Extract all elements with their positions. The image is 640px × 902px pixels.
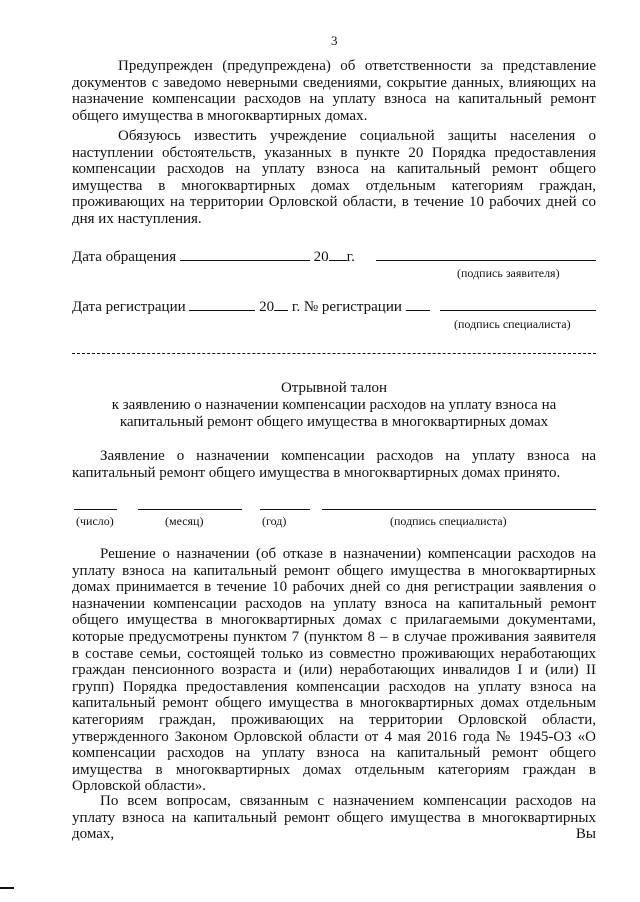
questions-paragraph: По всем вопросам, связанным с назначением компенсации расходов на уплату взноса на капитальный ремонт общего имущества в многоквартирных домах, Вы (72, 793, 596, 843)
registration-year-suffix: г. (291, 299, 301, 315)
coupon-statement: Заявление о назначении компенсации расходов на уплату взноса на капитальный ремонт общего имущества в многоквартирных домах принято. (72, 448, 596, 481)
appeal-date-line (72, 248, 355, 266)
registration-number-label: № регистрации (303, 299, 402, 315)
decision-paragraph: Решение о назначении (об отказе в назначении) компенсации расходов на уплату взноса на капитальный ремонт общего имущества в многоквартирных домах принимается в течение 10 рабочих дней со дня регистрации заявления о назначении компенсации расходов на уплату взноса на капитальный ремонт общего имущества в многоквартирных домах с прилагаемыми документами, которые предусмотрены пунктом 7 (пунктом 8 – в случае проживания заявителя в составе семьи, состоящей только из совместно проживающих неработающих граждан пенсионного возраста и (или) неработающих инвалидов I и (или) II групп) Порядка предоставления компенсации расходов на уплату взноса на капитальный ремонт общего имущества в многоквартирных домах отдельным категориям граждан, проживающих на территории Орловской области, утвержденного Законом Орловской области от 4 мая 2016 года № 1945-ОЗ «О компенсации расходов на уплату взноса на капитальный ремонт общего имущества в многоквартирных домах отдельным категориям граждан в Орловской области». (72, 546, 596, 795)
edge-mark (0, 887, 14, 889)
warning-paragraph: Предупрежден (предупреждена) об ответственности за представление документов с заведомо неверными сведениями, сокрытие данных, влияющих на назначение компенсации расходов на уплату взноса на капитальный ремонт общего имущества в многоквартирных домах. (72, 58, 596, 124)
appeal-year-field[interactable] (329, 248, 347, 261)
day-field[interactable] (74, 509, 117, 510)
applicant-signature-field[interactable] (376, 260, 596, 261)
applicant-signature-caption: (подпись заявителя) (457, 266, 560, 280)
registration-year-prefix: 20 (259, 299, 275, 315)
page-number: 3 (331, 33, 338, 48)
registration-date-field[interactable] (189, 298, 255, 311)
year-caption: (год) (262, 514, 287, 528)
specialist-signature-field[interactable] (440, 310, 596, 311)
year-field[interactable] (260, 509, 310, 510)
coupon-subtitle: к заявлению о назначении компенсации расходов на уплату взноса на капитальный ремонт общего имущества в многоквартирных домах (111, 397, 557, 430)
appeal-date-label: Дата обращения (72, 249, 177, 265)
registration-number-field[interactable] (406, 298, 430, 311)
coupon-title: Отрывной талон (280, 380, 388, 396)
coupon-signature-caption: (подпись специалиста) (390, 514, 507, 528)
month-caption: (месяц) (165, 514, 204, 528)
registration-line (72, 298, 430, 316)
appeal-year-suffix: г. (346, 249, 355, 265)
coupon-signature-field[interactable] (322, 509, 596, 510)
month-field[interactable] (138, 509, 242, 510)
specialist-signature-caption: (подпись специалиста) (454, 317, 571, 331)
obligation-paragraph: Обязуюсь известить учреждение социальной защиты населения о наступлении обстоятельств, указанных в пункте 20 Порядка предоставления компенсации расходов на уплату взноса на капитальный ремонт общего имущества в многоквартирных домах отдельным категориям граждан, проживающих на территории Орловской области, в течение 10 рабочих дней со дня их наступления. (72, 128, 596, 227)
registration-year-field[interactable] (274, 298, 288, 311)
day-caption: (число) (76, 514, 114, 528)
appeal-date-field[interactable] (180, 248, 310, 261)
tear-off-line (72, 353, 596, 354)
appeal-year-prefix: 20 (313, 249, 329, 265)
registration-date-label: Дата регистрации (72, 299, 186, 315)
